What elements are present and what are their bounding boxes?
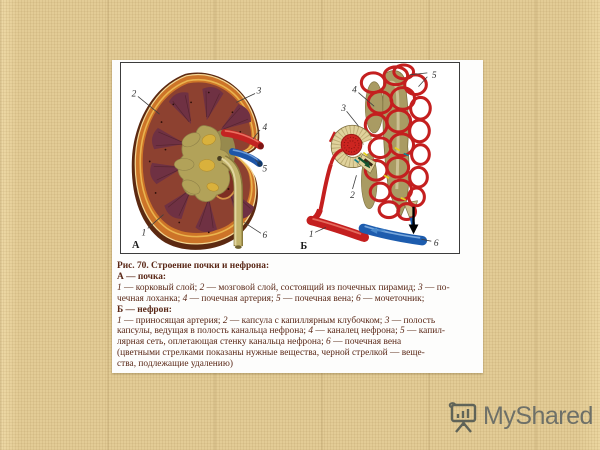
- panel-a-letter: А: [131, 240, 140, 252]
- kidney-diagram: [132, 73, 268, 252]
- label-b5: 5: [431, 70, 437, 81]
- label-a6: 6: [262, 231, 268, 242]
- label-b4: 4: [352, 85, 357, 96]
- caption-line: А — почка:: [117, 271, 167, 282]
- panel-b-letter: Б: [300, 241, 308, 253]
- label-b1: 1: [308, 230, 314, 241]
- myshared-watermark: [448, 396, 598, 436]
- caption-line: капсулы, ведущая в полость канальца нефрона; 4 — каналец нефрона; 5 — капил-: [117, 326, 446, 337]
- kidney-nephron-figure: [121, 63, 459, 253]
- caption-line: Б — нефрон:: [117, 304, 172, 315]
- nephron-diagram: [300, 65, 439, 252]
- presentation-board-icon: [448, 399, 479, 433]
- label-b2: 2: [350, 190, 355, 201]
- watermark-label: MyShared: [483, 401, 593, 430]
- label-a1: 1: [141, 228, 147, 239]
- label-a3: 3: [256, 86, 262, 97]
- caption-line: лярная сеть, оплетающая стенку канальца нефрона; 6 — почечная вена: [117, 337, 402, 348]
- label-a5: 5: [262, 164, 268, 175]
- figure-box: [120, 62, 460, 254]
- caption-line: чечная лоханка; 4 — почечная артерия; 5 — почечная вена; 6 — мочеточник;: [117, 293, 425, 304]
- caption-line: Рис. 70. Строение почки и нефрона:: [117, 261, 270, 271]
- glomerulus: [341, 134, 362, 155]
- caption-line: 1 — приносящая артерия; 2 — капсула с капиллярным клубочком; 3 — полость: [117, 315, 436, 326]
- label-b3: 3: [341, 104, 346, 115]
- caption-line: (цветными стрелками показаны нужные вещества, черной стрелкой — веще-: [117, 348, 425, 359]
- label-b6: 6: [433, 239, 439, 250]
- fat-deposit: [199, 159, 215, 171]
- label-a4: 4: [262, 122, 268, 133]
- content-panel: [112, 60, 483, 373]
- caption-line: ства, подлежащие удалению): [117, 359, 233, 370]
- caption-line: 1 — корковый слой; 2 — мозговой слой, состоящий из почечных пирамид; 3 — по-: [117, 282, 450, 293]
- label-a2: 2: [131, 89, 137, 100]
- figure-caption: [117, 261, 480, 370]
